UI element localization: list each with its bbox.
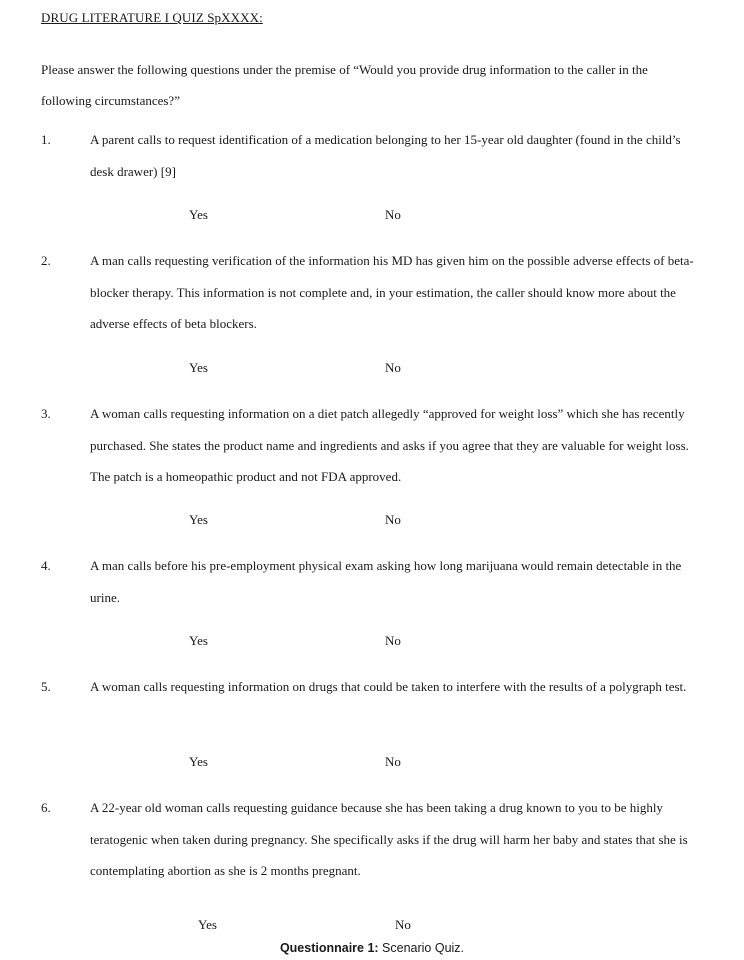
- question-number: 4.: [41, 558, 51, 573]
- question-5-no-option[interactable]: No: [385, 754, 401, 769]
- question-4-no-option[interactable]: No: [385, 633, 401, 648]
- quiz-instructions: Please answer the following questions under the premise of “Would you provide drug information to the caller in the following circumstances?”: [41, 62, 648, 108]
- question-2-yes-option[interactable]: Yes: [189, 360, 208, 375]
- question-text: A 22-year old woman calls requesting guidance because she has been taking a drug known to you to be highly teratogenic when taken during pregnancy. She specifically asks if the drug will harm her baby and states that she is contemplating abortion as she is 2 months pregnant.: [90, 800, 688, 878]
- question-number: 5.: [41, 679, 51, 694]
- question-number: 1.: [41, 132, 51, 147]
- quiz-title: DRUG LITERATURE I QUIZ SpXXXX:: [41, 10, 263, 25]
- question-3-no-option[interactable]: No: [385, 512, 401, 527]
- question-1-no-option[interactable]: No: [385, 207, 401, 222]
- figure-caption: [0, 941, 744, 955]
- caption-label: Questionnaire 1:: [279, 941, 379, 955]
- question-number: 3.: [41, 406, 51, 421]
- question-4-yes-option[interactable]: Yes: [189, 633, 208, 648]
- question-number: 2.: [41, 253, 51, 268]
- question-text: A parent calls to request identification of a medication belonging to her 15-year old daughter (found in the child’s desk drawer) [9]: [90, 132, 681, 179]
- question-6-yes-option[interactable]: Yes: [198, 917, 217, 932]
- caption-text: Scenario Quiz.: [378, 941, 465, 955]
- question-2-no-option[interactable]: No: [385, 360, 401, 375]
- question-1-yes-option[interactable]: Yes: [189, 207, 208, 222]
- question-text: A woman calls requesting information on drugs that could be taken to interfere with the results of a polygraph test.: [90, 679, 687, 694]
- question-3-yes-option[interactable]: Yes: [189, 512, 208, 527]
- question-5-yes-option[interactable]: Yes: [189, 754, 208, 769]
- question-text: A man calls requesting verification of the information his MD has given him on the possible adverse effects of beta-blocker therapy. This information is not complete and, in your estimation, the caller should know more about the adverse effects of beta blockers.: [90, 253, 694, 331]
- question-6-no-option[interactable]: No: [395, 917, 411, 932]
- question-number: 6.: [41, 800, 51, 815]
- question-text: A woman calls requesting information on a diet patch allegedly “approved for weight loss” which she has recently purchased. She states the product name and ingredients and asks if you agree that they are valuable for weight loss. The patch is a homeopathic product and not FDA approved.: [90, 406, 689, 484]
- question-text: A man calls before his pre-employment physical exam asking how long marijuana would remain detectable in the urine.: [90, 558, 682, 605]
